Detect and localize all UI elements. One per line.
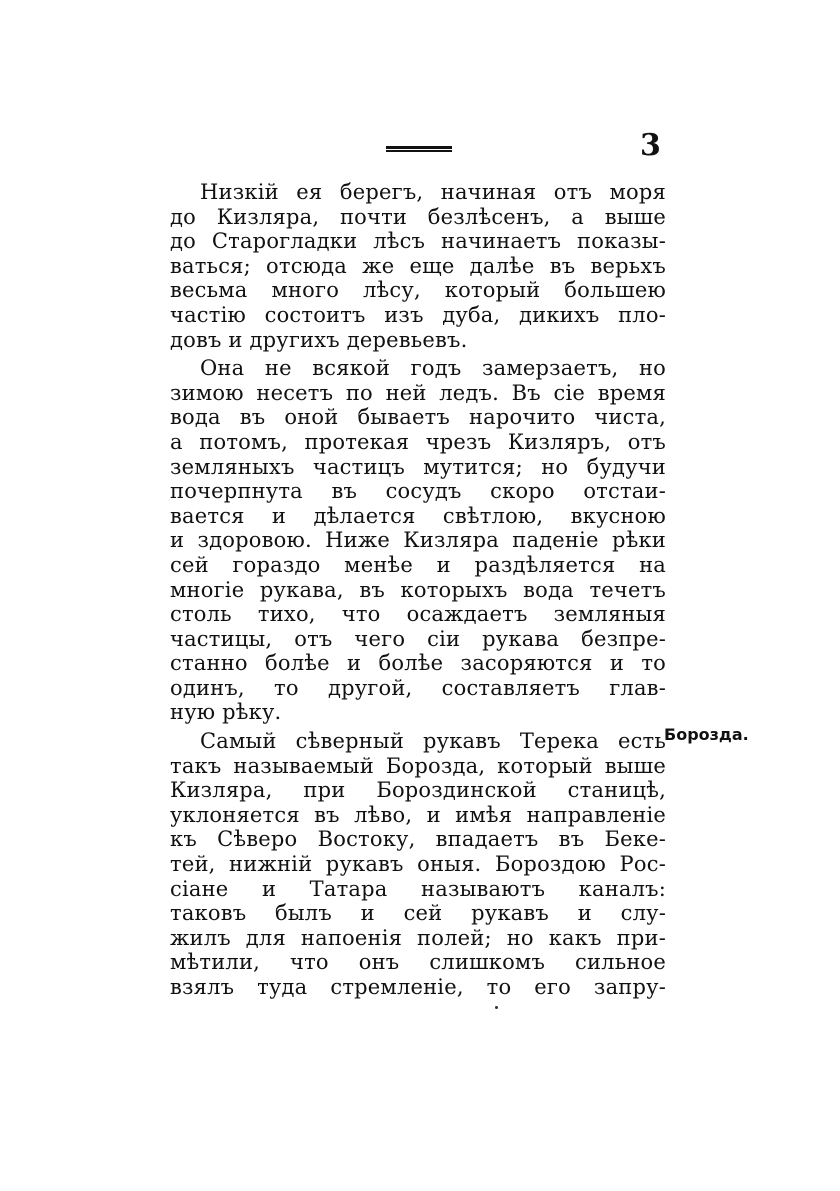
text-line: сіане и Татара называютъ каналъ: (170, 876, 666, 901)
text-line: вода въ оной бываетъ нарочито чиста, (170, 405, 666, 430)
text-line: многіе рукава, въ которыхъ вода течетъ (170, 577, 666, 602)
text-line: зимою несетъ по ней ледъ. Въ сіе время (170, 380, 666, 405)
text-line: земляныхъ частицъ мутится; но будучи (170, 454, 666, 479)
text-line: частицы, отъ чего сіи рукава безпре- (170, 626, 666, 651)
page-number: 3 (640, 128, 661, 163)
text-line: тей, нижній рукавъ оныя. Бороздою Рос- (170, 852, 666, 877)
text-line: мѣтили, что онъ слишкомъ сильное (170, 950, 666, 975)
text-line: жилъ для напоенія полей; но какъ при- (170, 925, 666, 950)
text-line: станно болѣе и болѣе засоряются и то (170, 651, 666, 676)
text-line: столь тихо, что осаждаетъ земляныя (170, 602, 666, 627)
text-line: къ Сѣверо Востоку, впадаетъ въ Беке- (170, 827, 666, 852)
text-line: Она не всякой годъ замерзаетъ, но (200, 356, 666, 381)
text-line: и здоровою. Ниже Кизляра паденіе рѣки (170, 528, 666, 553)
text-line: довъ и другихъ деревьевъ. (170, 327, 468, 352)
text-line: ваться; отсюда же еще далѣе въ верьхъ (170, 253, 666, 278)
ink-speck (495, 1006, 498, 1009)
text-line: взялъ туда стремленіе, то его запру- (170, 975, 666, 999)
text-line: ную рѣку. (170, 700, 282, 725)
header-rule (386, 146, 452, 152)
text-line: таковъ былъ и сей рукавъ и слу- (170, 901, 666, 926)
text-line: почерпнута въ сосудъ скоро отстаи- (170, 479, 666, 504)
text-line: а потомъ, протекая чрезъ Кизляръ, отъ (170, 429, 666, 454)
margin-note: Борозда. (664, 725, 749, 744)
body-text (170, 180, 666, 1000)
text-line: частію состоитъ изъ дуба, дикихъ пло- (170, 302, 666, 327)
text-line: вается и дѣлается свѣтлою, вкусною (170, 503, 666, 528)
text-line: сей гораздо менѣе и раздѣляется на (170, 552, 666, 577)
text-line: весьма много лѣсу, который большею (170, 278, 666, 303)
text-line: Самый сѣверный рукавъ Терека есть (200, 729, 666, 754)
text-line: такъ называемый Борозда, который выше (170, 753, 666, 778)
text-line: одинъ, то другой, составляетъ глав- (170, 675, 666, 700)
text-line: Кизляра, при Бороздинской станицѣ, (170, 778, 666, 803)
text-line: Низкій ея берегъ, начиная отъ моря (200, 180, 666, 204)
text-line: уклоняется въ лѣво, и имѣя направленіе (170, 802, 666, 827)
text-line: до Старогладки лѣсъ начинаетъ показы- (170, 229, 666, 254)
text-line: до Кизляра, почти безлѣсенъ, а выше (170, 204, 666, 229)
